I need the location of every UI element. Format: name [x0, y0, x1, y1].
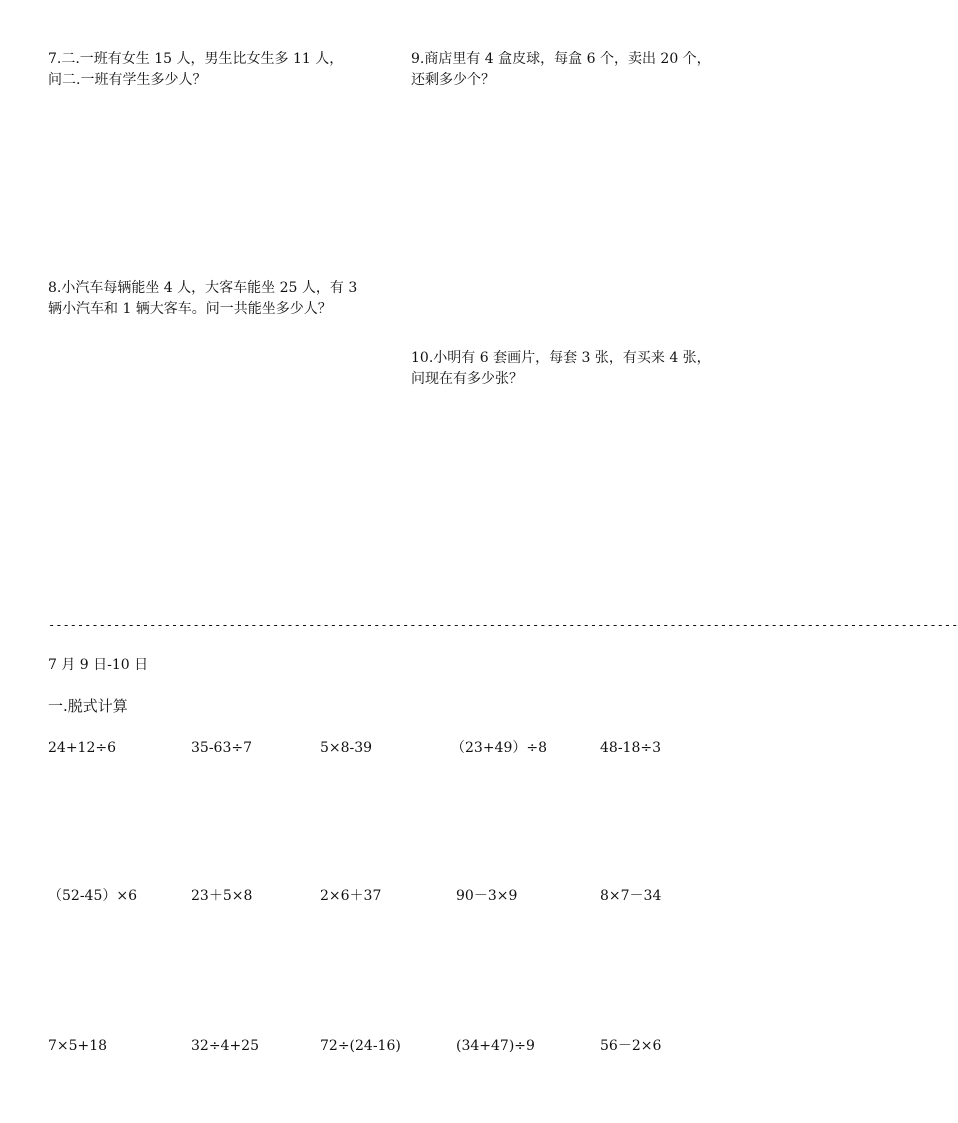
word-problem-8-line2: 辆小汽车和 1 辆大客车。问一共能坐多少人？	[48, 301, 332, 317]
word-problem-9	[411, 49, 751, 91]
word-problem-8	[48, 278, 388, 320]
calc-item: 24+12÷6	[48, 740, 116, 756]
calc-item: （52-45）×6	[48, 888, 137, 904]
section-divider: ------------------------------------------------------------------------------------------------------------------------------	[48, 618, 958, 632]
calc-item: 48-18÷3	[600, 740, 661, 756]
calc-item: 32÷4+25	[191, 1038, 259, 1054]
word-problem-10	[411, 348, 751, 390]
calc-item: 35-63÷7	[191, 740, 252, 756]
word-problem-7	[48, 49, 388, 91]
calc-item: 72÷(24-16)	[320, 1038, 401, 1054]
calc-item: 2×6＋37	[320, 888, 382, 904]
date-heading: 7 月 9 日-10 日	[48, 657, 149, 673]
calc-item: 90－3×9	[456, 888, 518, 904]
calc-item: 7×5+18	[48, 1038, 108, 1054]
word-problem-9-line2: 还剩多少个？	[411, 72, 495, 88]
calc-item: 23＋5×8	[191, 888, 253, 904]
word-problem-8-line1: 8.小汽车每辆能坐 4 人，大客车能坐 25 人，有 3	[48, 280, 358, 296]
word-problem-10-line2: 问现在有多少张？	[411, 371, 523, 387]
section-title: 一.脱式计算	[48, 697, 128, 715]
word-problem-9-line1: 9.商店里有 4 盒皮球，每盒 6 个，卖出 20 个，	[411, 51, 711, 67]
word-problem-7-line2: 问二.一班有学生多少人？	[48, 72, 207, 88]
word-problem-7-line1: 7.二.一班有女生 15 人，男生比女生多 11 人，	[48, 51, 344, 67]
calc-item: （23+49）÷8	[451, 740, 547, 756]
calc-item: 5×8-39	[320, 740, 373, 756]
calc-item: 56－2×6	[600, 1038, 662, 1054]
calc-item: (34+47)÷9	[456, 1038, 535, 1054]
word-problem-10-line1: 10.小明有 6 套画片，每套 3 张，有买来 4 张，	[411, 350, 711, 366]
calc-item: 8×7－34	[600, 888, 662, 904]
